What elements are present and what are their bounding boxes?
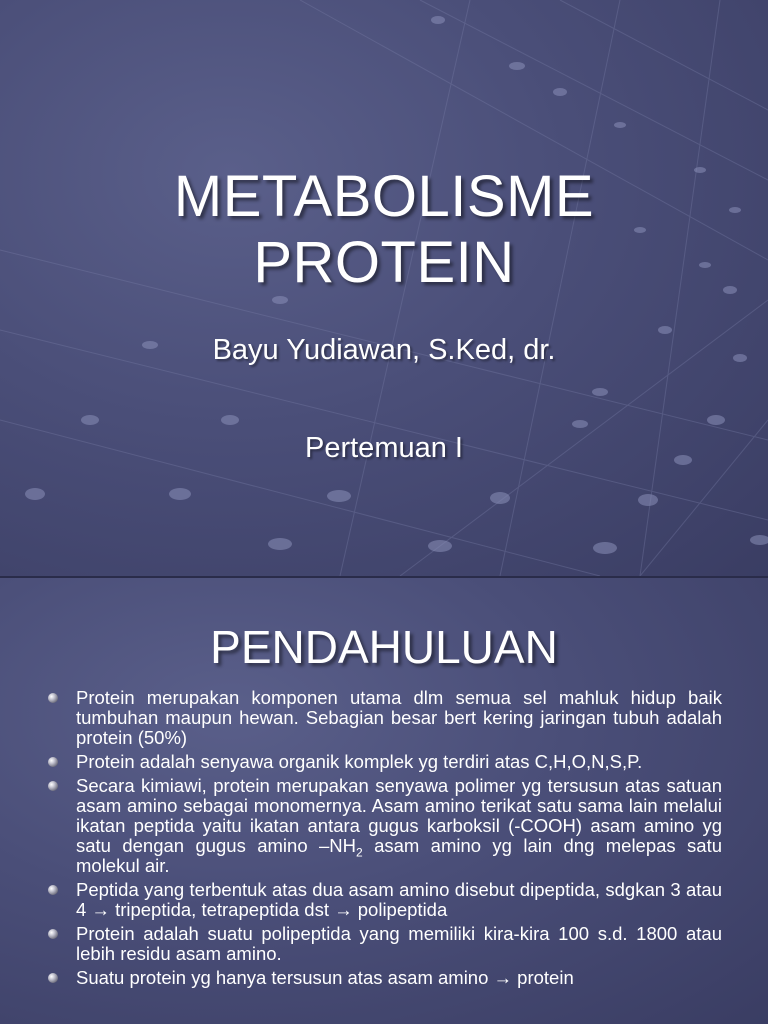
- author-name: Bayu Yudiawan, S.Ked, dr.: [212, 334, 556, 366]
- list-item: [48, 776, 722, 876]
- list-item: [48, 688, 722, 748]
- bullet-sphere-icon: [48, 757, 58, 767]
- bullet-text: Suatu protein yg hanya tersusun atas asam amino → protein: [76, 967, 574, 988]
- list-item: [48, 752, 722, 772]
- bullet-text: Protein adalah senyawa organik komplek yg terdiri atas C,H,O,N,S,P.: [76, 751, 643, 772]
- bullet-sphere-icon: [48, 781, 58, 791]
- bullet-text: Protein merupakan komponen utama dlm semua sel mahluk hidup baik tumbuhan maupun hewan. Sebagian besar bert kering jaringan tubuh adalah protein (50%): [76, 687, 722, 748]
- bullet-sphere-icon: [48, 885, 58, 895]
- title-line-1: METABOLISME: [173, 164, 595, 229]
- slide-title: [0, 164, 768, 296]
- subscript: 2: [356, 845, 363, 860]
- bullet-sphere-icon: [48, 929, 58, 939]
- bullet-sphere-icon: [48, 693, 58, 703]
- bullet-text: Secara kimiawi, protein merupakan senyawa polimer yg tersusun atas satuan asam amino sebagai monomernya. Asam amino terikat satu sama lain melalui ikatan peptida yaitu ikatan antara gugus karboksil (-COOH) asam amino yg satu dengan gugus amino –NH: [76, 775, 722, 856]
- section-title: PENDAHULUAN: [210, 621, 558, 673]
- list-item: [48, 924, 722, 964]
- list-item: [48, 880, 722, 920]
- bullet-sphere-icon: [48, 973, 58, 983]
- bullet-text: Protein adalah suatu polipeptida yang memiliki kira-kira 100 s.d. 1800 atau lebih residu asam amino.: [76, 923, 722, 964]
- bullet-list: [48, 688, 722, 992]
- bullet-text-tail: asam amino yg lain dng melepas satu molekul air.: [76, 835, 723, 876]
- meeting-label: Pertemuan I: [305, 432, 463, 464]
- bullet-text: Peptida yang terbentuk atas dua asam amino disebut dipeptida, sdgkan 3 atau 4 → tripeptida, tetrapeptida dst → polipeptida: [76, 879, 722, 920]
- intro-slide: [0, 576, 768, 1024]
- list-item: [48, 968, 722, 988]
- title-line-2: PROTEIN: [253, 230, 515, 295]
